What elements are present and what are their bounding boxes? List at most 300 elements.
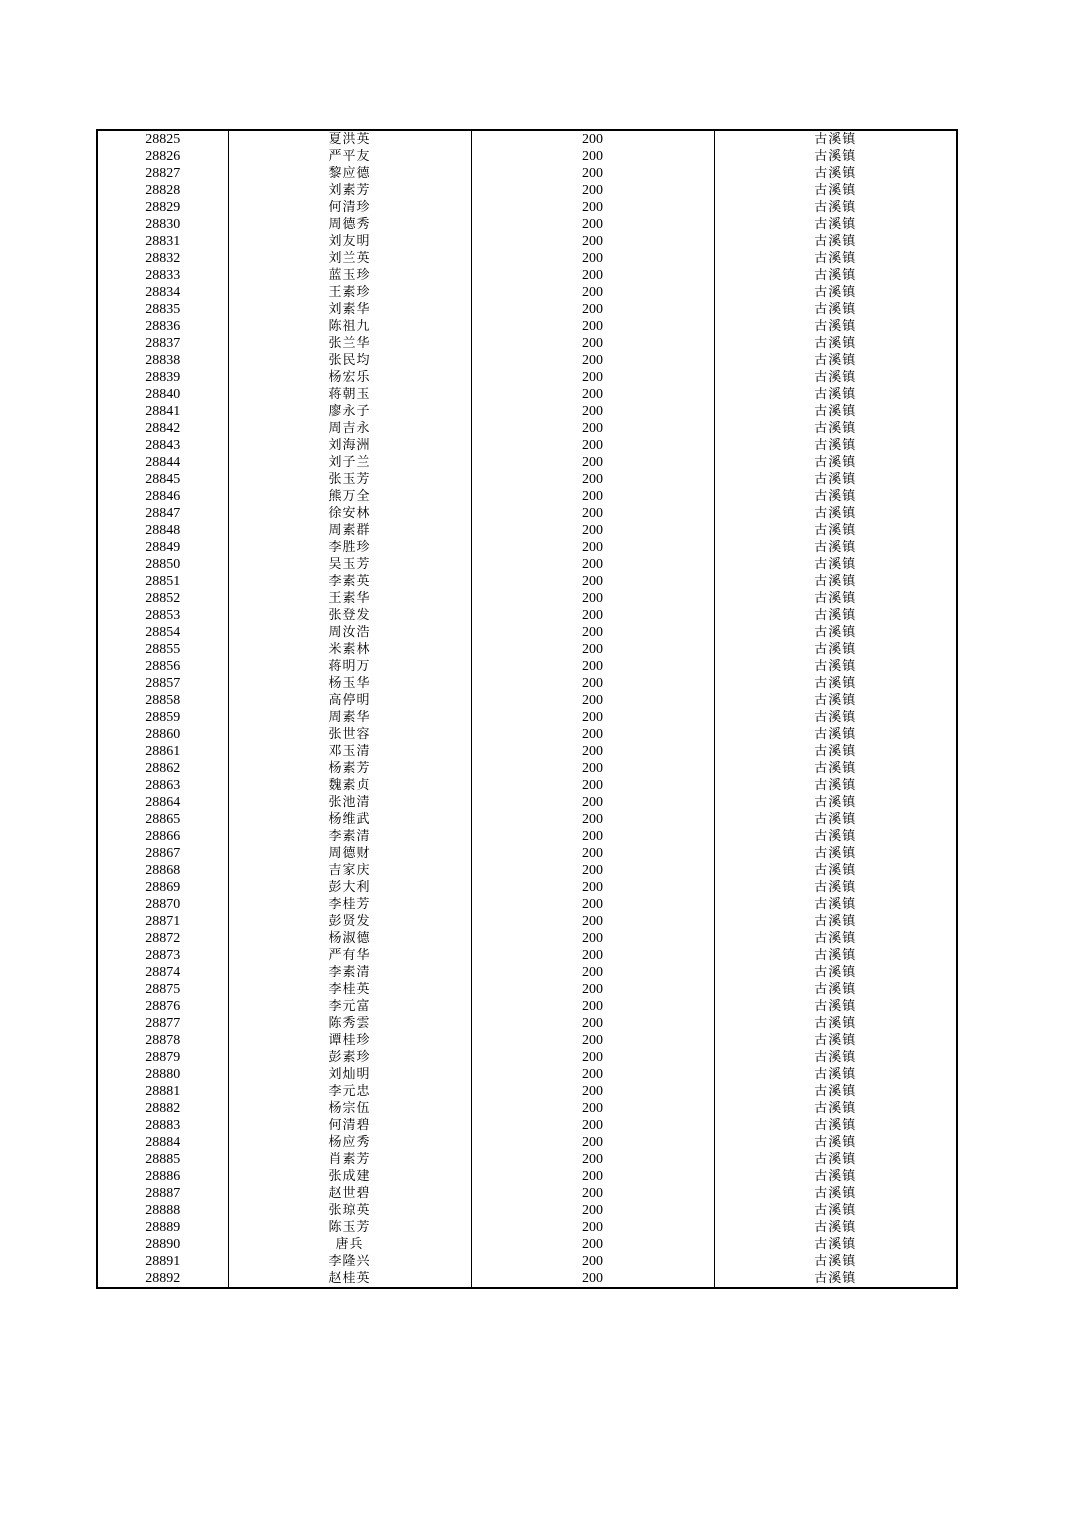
amount-cell: 200 [471, 709, 714, 726]
serial-number-cell: 28841 [97, 403, 228, 420]
person-name-cell: 杨素芳 [228, 760, 471, 777]
town-cell: 古溪镇 [714, 879, 957, 896]
table-row [97, 1202, 957, 1219]
table-row [97, 607, 957, 624]
serial-number-cell: 28854 [97, 624, 228, 641]
serial-number-cell: 28874 [97, 964, 228, 981]
serial-number-cell: 28881 [97, 1083, 228, 1100]
town-cell: 古溪镇 [714, 1117, 957, 1134]
town-cell: 古溪镇 [714, 1083, 957, 1100]
person-name-cell: 米素林 [228, 641, 471, 658]
person-name-cell: 徐安林 [228, 505, 471, 522]
person-name-cell: 杨宏乐 [228, 369, 471, 386]
town-cell: 古溪镇 [714, 641, 957, 658]
amount-cell: 200 [471, 828, 714, 845]
amount-cell: 200 [471, 1270, 714, 1288]
town-cell: 古溪镇 [714, 420, 957, 437]
town-cell: 古溪镇 [714, 828, 957, 845]
table-row [97, 471, 957, 488]
person-name-cell: 刘海洲 [228, 437, 471, 454]
amount-cell: 200 [471, 522, 714, 539]
table-row [97, 1066, 957, 1083]
serial-number-cell: 28827 [97, 165, 228, 182]
table-row [97, 1032, 957, 1049]
person-name-cell: 杨维武 [228, 811, 471, 828]
amount-cell: 200 [471, 607, 714, 624]
serial-number-cell: 28885 [97, 1151, 228, 1168]
serial-number-cell: 28886 [97, 1168, 228, 1185]
town-cell: 古溪镇 [714, 607, 957, 624]
town-cell: 古溪镇 [714, 454, 957, 471]
person-name-cell: 李桂英 [228, 981, 471, 998]
table-row [97, 130, 957, 148]
town-cell: 古溪镇 [714, 1049, 957, 1066]
serial-number-cell: 28829 [97, 199, 228, 216]
amount-cell: 200 [471, 556, 714, 573]
amount-cell: 200 [471, 182, 714, 199]
person-name-cell: 杨玉华 [228, 675, 471, 692]
amount-cell: 200 [471, 811, 714, 828]
person-name-cell: 严有华 [228, 947, 471, 964]
serial-number-cell: 28836 [97, 318, 228, 335]
serial-number-cell: 28868 [97, 862, 228, 879]
amount-cell: 200 [471, 505, 714, 522]
serial-number-cell: 28848 [97, 522, 228, 539]
serial-number-cell: 28884 [97, 1134, 228, 1151]
table-row [97, 777, 957, 794]
amount-cell: 200 [471, 1202, 714, 1219]
amount-cell: 200 [471, 301, 714, 318]
person-name-cell: 吴玉芳 [228, 556, 471, 573]
amount-cell: 200 [471, 437, 714, 454]
town-cell: 古溪镇 [714, 624, 957, 641]
town-cell: 古溪镇 [714, 182, 957, 199]
town-cell: 古溪镇 [714, 743, 957, 760]
amount-cell: 200 [471, 148, 714, 165]
table-row [97, 930, 957, 947]
serial-number-cell: 28859 [97, 709, 228, 726]
town-cell: 古溪镇 [714, 437, 957, 454]
town-cell: 古溪镇 [714, 811, 957, 828]
person-name-cell: 熊万全 [228, 488, 471, 505]
table-row [97, 828, 957, 845]
table-row [97, 1083, 957, 1100]
serial-number-cell: 28863 [97, 777, 228, 794]
amount-cell: 200 [471, 998, 714, 1015]
amount-cell: 200 [471, 641, 714, 658]
table-row [97, 1151, 957, 1168]
person-name-cell: 李隆兴 [228, 1253, 471, 1270]
table-row [97, 318, 957, 335]
amount-cell: 200 [471, 1015, 714, 1032]
table-row [97, 743, 957, 760]
table-row [97, 216, 957, 233]
table-row [97, 998, 957, 1015]
town-cell: 古溪镇 [714, 403, 957, 420]
amount-cell: 200 [471, 420, 714, 437]
town-cell: 古溪镇 [714, 760, 957, 777]
serial-number-cell: 28862 [97, 760, 228, 777]
amount-cell: 200 [471, 1253, 714, 1270]
amount-cell: 200 [471, 1185, 714, 1202]
serial-number-cell: 28825 [97, 130, 228, 148]
amount-cell: 200 [471, 471, 714, 488]
serial-number-cell: 28831 [97, 233, 228, 250]
table-row [97, 913, 957, 930]
amount-cell: 200 [471, 1049, 714, 1066]
serial-number-cell: 28834 [97, 284, 228, 301]
town-cell: 古溪镇 [714, 522, 957, 539]
person-name-cell: 刘灿明 [228, 1066, 471, 1083]
table-row [97, 947, 957, 964]
amount-cell: 200 [471, 1168, 714, 1185]
table-row [97, 896, 957, 913]
town-cell: 古溪镇 [714, 250, 957, 267]
town-cell: 古溪镇 [714, 556, 957, 573]
person-name-cell: 张玉芳 [228, 471, 471, 488]
amount-cell: 200 [471, 216, 714, 233]
town-cell: 古溪镇 [714, 913, 957, 930]
table-row [97, 692, 957, 709]
amount-cell: 200 [471, 777, 714, 794]
serial-number-cell: 28875 [97, 981, 228, 998]
serial-number-cell: 28850 [97, 556, 228, 573]
table-row [97, 199, 957, 216]
town-cell: 古溪镇 [714, 369, 957, 386]
serial-number-cell: 28855 [97, 641, 228, 658]
table-body [97, 130, 957, 1288]
serial-number-cell: 28887 [97, 1185, 228, 1202]
amount-cell: 200 [471, 284, 714, 301]
amount-cell: 200 [471, 743, 714, 760]
serial-number-cell: 28839 [97, 369, 228, 386]
table-row [97, 335, 957, 352]
person-name-cell: 陈祖九 [228, 318, 471, 335]
amount-cell: 200 [471, 318, 714, 335]
person-name-cell: 赵世碧 [228, 1185, 471, 1202]
town-cell: 古溪镇 [714, 199, 957, 216]
town-cell: 古溪镇 [714, 1134, 957, 1151]
town-cell: 古溪镇 [714, 998, 957, 1015]
table-row [97, 284, 957, 301]
serial-number-cell: 28877 [97, 1015, 228, 1032]
table-row [97, 488, 957, 505]
amount-cell: 200 [471, 130, 714, 148]
town-cell: 古溪镇 [714, 488, 957, 505]
person-name-cell: 刘素芳 [228, 182, 471, 199]
person-name-cell: 杨淑德 [228, 930, 471, 947]
person-name-cell: 李素清 [228, 828, 471, 845]
amount-cell: 200 [471, 403, 714, 420]
town-cell: 古溪镇 [714, 947, 957, 964]
amount-cell: 200 [471, 913, 714, 930]
amount-cell: 200 [471, 1236, 714, 1253]
amount-cell: 200 [471, 1219, 714, 1236]
serial-number-cell: 28847 [97, 505, 228, 522]
person-name-cell: 蒋朝玉 [228, 386, 471, 403]
town-cell: 古溪镇 [714, 335, 957, 352]
serial-number-cell: 28892 [97, 1270, 228, 1288]
serial-number-cell: 28864 [97, 794, 228, 811]
amount-cell: 200 [471, 454, 714, 471]
table-row [97, 1253, 957, 1270]
table-row [97, 845, 957, 862]
table-row [97, 403, 957, 420]
table-row [97, 675, 957, 692]
person-name-cell: 何清碧 [228, 1117, 471, 1134]
serial-number-cell: 28865 [97, 811, 228, 828]
table-row [97, 1117, 957, 1134]
table-row [97, 624, 957, 641]
amount-cell: 200 [471, 947, 714, 964]
town-cell: 古溪镇 [714, 539, 957, 556]
town-cell: 古溪镇 [714, 590, 957, 607]
town-cell: 古溪镇 [714, 233, 957, 250]
town-cell: 古溪镇 [714, 1219, 957, 1236]
amount-cell: 200 [471, 862, 714, 879]
town-cell: 古溪镇 [714, 573, 957, 590]
amount-cell: 200 [471, 675, 714, 692]
serial-number-cell: 28888 [97, 1202, 228, 1219]
amount-cell: 200 [471, 760, 714, 777]
town-cell: 古溪镇 [714, 352, 957, 369]
amount-cell: 200 [471, 590, 714, 607]
amount-cell: 200 [471, 692, 714, 709]
serial-number-cell: 28858 [97, 692, 228, 709]
person-name-cell: 刘友明 [228, 233, 471, 250]
person-name-cell: 李素英 [228, 573, 471, 590]
town-cell: 古溪镇 [714, 675, 957, 692]
person-name-cell: 谭桂珍 [228, 1032, 471, 1049]
amount-cell: 200 [471, 1032, 714, 1049]
serial-number-cell: 28872 [97, 930, 228, 947]
town-cell: 古溪镇 [714, 318, 957, 335]
person-name-cell: 周德秀 [228, 216, 471, 233]
town-cell: 古溪镇 [714, 1151, 957, 1168]
town-cell: 古溪镇 [714, 1032, 957, 1049]
person-name-cell: 黎应德 [228, 165, 471, 182]
town-cell: 古溪镇 [714, 216, 957, 233]
person-name-cell: 李元忠 [228, 1083, 471, 1100]
person-name-cell: 陈秀雲 [228, 1015, 471, 1032]
town-cell: 古溪镇 [714, 1236, 957, 1253]
person-name-cell: 刘兰英 [228, 250, 471, 267]
table-row [97, 794, 957, 811]
person-name-cell: 李素清 [228, 964, 471, 981]
serial-number-cell: 28878 [97, 1032, 228, 1049]
amount-cell: 200 [471, 267, 714, 284]
person-name-cell: 张琼英 [228, 1202, 471, 1219]
person-name-cell: 何清珍 [228, 199, 471, 216]
person-name-cell: 李元富 [228, 998, 471, 1015]
town-cell: 古溪镇 [714, 1015, 957, 1032]
table-row [97, 386, 957, 403]
amount-cell: 200 [471, 794, 714, 811]
serial-number-cell: 28867 [97, 845, 228, 862]
town-cell: 古溪镇 [714, 471, 957, 488]
person-name-cell: 王素华 [228, 590, 471, 607]
person-name-cell: 肖素芳 [228, 1151, 471, 1168]
person-name-cell: 张世容 [228, 726, 471, 743]
amount-cell: 200 [471, 233, 714, 250]
person-name-cell: 廖永子 [228, 403, 471, 420]
person-name-cell: 严平友 [228, 148, 471, 165]
serial-number-cell: 28871 [97, 913, 228, 930]
person-name-cell: 刘子兰 [228, 454, 471, 471]
amount-cell: 200 [471, 726, 714, 743]
town-cell: 古溪镇 [714, 896, 957, 913]
amount-cell: 200 [471, 335, 714, 352]
town-cell: 古溪镇 [714, 284, 957, 301]
person-name-cell: 赵桂英 [228, 1270, 471, 1288]
table-row [97, 658, 957, 675]
person-name-cell: 张民均 [228, 352, 471, 369]
town-cell: 古溪镇 [714, 726, 957, 743]
person-name-cell: 蓝玉珍 [228, 267, 471, 284]
person-name-cell: 唐兵 [228, 1236, 471, 1253]
amount-cell: 200 [471, 199, 714, 216]
serial-number-cell: 28842 [97, 420, 228, 437]
serial-number-cell: 28880 [97, 1066, 228, 1083]
serial-number-cell: 28846 [97, 488, 228, 505]
table-row [97, 165, 957, 182]
person-name-cell: 彭贤发 [228, 913, 471, 930]
table-row [97, 148, 957, 165]
amount-cell: 200 [471, 573, 714, 590]
town-cell: 古溪镇 [714, 386, 957, 403]
serial-number-cell: 28849 [97, 539, 228, 556]
town-cell: 古溪镇 [714, 1253, 957, 1270]
serial-number-cell: 28856 [97, 658, 228, 675]
person-name-cell: 陈玉芳 [228, 1219, 471, 1236]
serial-number-cell: 28828 [97, 182, 228, 199]
person-name-cell: 李桂芳 [228, 896, 471, 913]
person-name-cell: 李胜珍 [228, 539, 471, 556]
amount-cell: 200 [471, 1083, 714, 1100]
table-row [97, 1168, 957, 1185]
table-row [97, 726, 957, 743]
table-row [97, 437, 957, 454]
serial-number-cell: 28851 [97, 573, 228, 590]
table-row [97, 760, 957, 777]
amount-cell: 200 [471, 386, 714, 403]
amount-cell: 200 [471, 165, 714, 182]
serial-number-cell: 28835 [97, 301, 228, 318]
town-cell: 古溪镇 [714, 1185, 957, 1202]
table-row [97, 233, 957, 250]
serial-number-cell: 28857 [97, 675, 228, 692]
town-cell: 古溪镇 [714, 658, 957, 675]
subsidy-register-table [96, 129, 958, 1289]
serial-number-cell: 28852 [97, 590, 228, 607]
table-row [97, 641, 957, 658]
town-cell: 古溪镇 [714, 1100, 957, 1117]
person-name-cell: 邓玉清 [228, 743, 471, 760]
town-cell: 古溪镇 [714, 930, 957, 947]
serial-number-cell: 28861 [97, 743, 228, 760]
table-row [97, 454, 957, 471]
table-row [97, 879, 957, 896]
person-name-cell: 高停明 [228, 692, 471, 709]
person-name-cell: 杨宗伍 [228, 1100, 471, 1117]
amount-cell: 200 [471, 539, 714, 556]
town-cell: 古溪镇 [714, 1202, 957, 1219]
amount-cell: 200 [471, 964, 714, 981]
serial-number-cell: 28843 [97, 437, 228, 454]
amount-cell: 200 [471, 845, 714, 862]
amount-cell: 200 [471, 1134, 714, 1151]
amount-cell: 200 [471, 624, 714, 641]
amount-cell: 200 [471, 369, 714, 386]
person-name-cell: 夏洪英 [228, 130, 471, 148]
amount-cell: 200 [471, 930, 714, 947]
table-row [97, 590, 957, 607]
serial-number-cell: 28840 [97, 386, 228, 403]
town-cell: 古溪镇 [714, 692, 957, 709]
town-cell: 古溪镇 [714, 981, 957, 998]
town-cell: 古溪镇 [714, 709, 957, 726]
amount-cell: 200 [471, 1117, 714, 1134]
table-row [97, 522, 957, 539]
table-row [97, 573, 957, 590]
serial-number-cell: 28866 [97, 828, 228, 845]
table-row [97, 811, 957, 828]
person-name-cell: 彭大利 [228, 879, 471, 896]
person-name-cell: 周汝浩 [228, 624, 471, 641]
amount-cell: 200 [471, 352, 714, 369]
town-cell: 古溪镇 [714, 777, 957, 794]
serial-number-cell: 28838 [97, 352, 228, 369]
table-row [97, 981, 957, 998]
table-row [97, 1219, 957, 1236]
table-row [97, 539, 957, 556]
table-row [97, 1185, 957, 1202]
town-cell: 古溪镇 [714, 964, 957, 981]
serial-number-cell: 28889 [97, 1219, 228, 1236]
serial-number-cell: 28845 [97, 471, 228, 488]
amount-cell: 200 [471, 658, 714, 675]
person-name-cell: 王素珍 [228, 284, 471, 301]
serial-number-cell: 28883 [97, 1117, 228, 1134]
serial-number-cell: 28890 [97, 1236, 228, 1253]
town-cell: 古溪镇 [714, 1066, 957, 1083]
amount-cell: 200 [471, 250, 714, 267]
table-row [97, 352, 957, 369]
table-row [97, 420, 957, 437]
table-row [97, 1270, 957, 1288]
serial-number-cell: 28891 [97, 1253, 228, 1270]
town-cell: 古溪镇 [714, 267, 957, 284]
town-cell: 古溪镇 [714, 165, 957, 182]
serial-number-cell: 28870 [97, 896, 228, 913]
table-row [97, 1100, 957, 1117]
town-cell: 古溪镇 [714, 148, 957, 165]
table-row [97, 862, 957, 879]
person-name-cell: 周德财 [228, 845, 471, 862]
serial-number-cell: 28830 [97, 216, 228, 233]
serial-number-cell: 28853 [97, 607, 228, 624]
town-cell: 古溪镇 [714, 794, 957, 811]
table-row [97, 556, 957, 573]
amount-cell: 200 [471, 1151, 714, 1168]
table-row [97, 1015, 957, 1032]
person-name-cell: 周素华 [228, 709, 471, 726]
serial-number-cell: 28879 [97, 1049, 228, 1066]
serial-number-cell: 28869 [97, 879, 228, 896]
person-name-cell: 张成建 [228, 1168, 471, 1185]
serial-number-cell: 28832 [97, 250, 228, 267]
table-row [97, 267, 957, 284]
